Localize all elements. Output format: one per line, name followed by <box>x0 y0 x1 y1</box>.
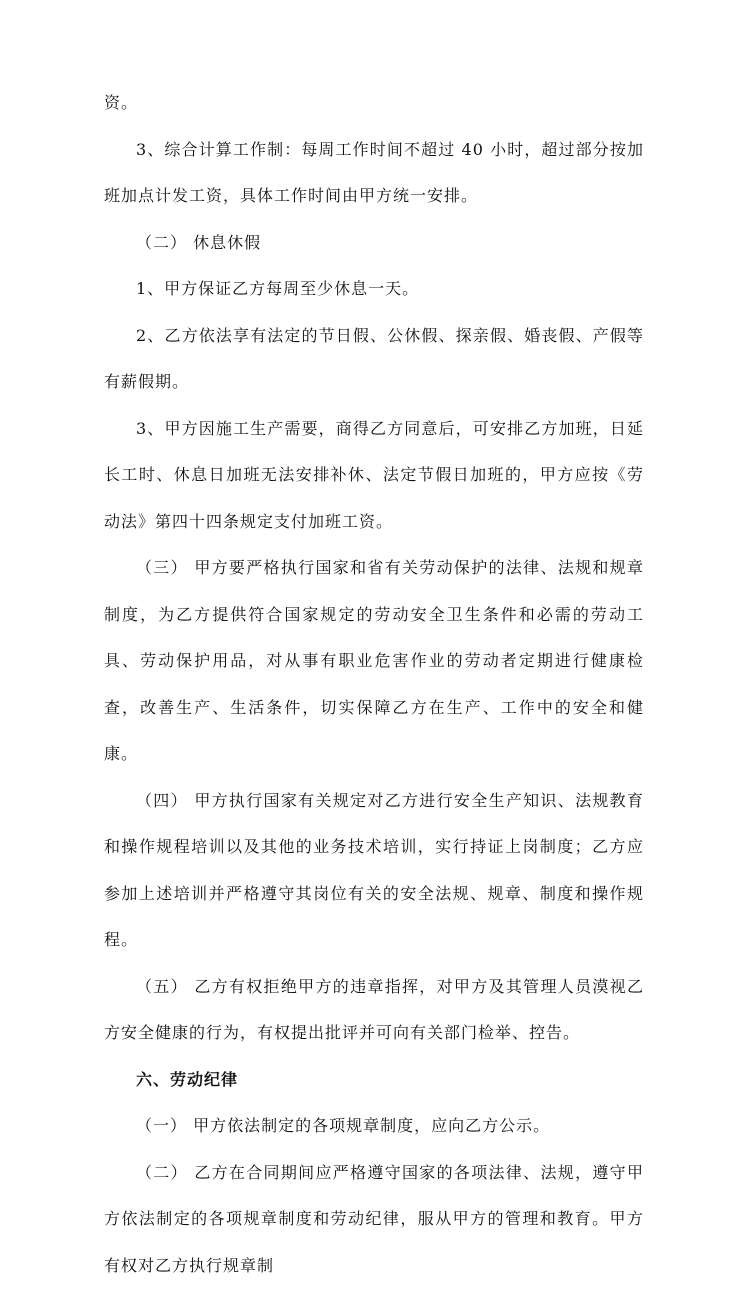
paragraph-continuation: 资。 <box>104 80 644 127</box>
paragraph: （三） 甲方要严格执行国家和省有关劳动保护的法律、法规和规章制度，为乙方提供符合国家规定的劳动安全卫生条件和必需的劳动工具、劳动保护用品，对从事有职业危害作业的劳动者定期进行健康检查，改善生产、生活条件，切实保障乙方在生产、工作中的安全和健康。 <box>104 545 644 778</box>
paragraph: （四） 甲方执行国家有关规定对乙方进行安全生产知识、法规教育和操作规程培训以及其他的业务技术培训，实行持证上岗制度；乙方应参加上述培训并严格遵守其岗位有关的安全法规、规章、制度和操作规程。 <box>104 778 644 964</box>
paragraph: （五） 乙方有权拒绝甲方的违章指挥，对甲方及其管理人员漠视乙方安全健康的行为，有权提出批评并可向有关部门检举、控告。 <box>104 964 644 1057</box>
paragraph: 2、乙方依法享有法定的节日假、公休假、探亲假、婚丧假、产假等有薪假期。 <box>104 313 644 406</box>
paragraph: 3、甲方因施工生产需要，商得乙方同意后，可安排乙方加班，日延长工时、休息日加班无法安排补休、法定节假日加班的，甲方应按《劳动法》第四十四条规定支付加班工资。 <box>104 406 644 546</box>
chapter-heading: 六、劳动纪律 <box>104 1057 644 1104</box>
paragraph: （二） 乙方在合同期间应严格遵守国家的各项法律、法规，遵守甲方依法制定的各项规章制度和劳动纪律，服从甲方的管理和教育。甲方有权对乙方执行规章制 <box>104 1150 644 1289</box>
section-heading: （二） 休息休假 <box>104 220 644 267</box>
paragraph: 1、甲方保证乙方每周至少休息一天。 <box>104 266 644 313</box>
paragraph: （一） 甲方依法制定的各项规章制度，应向乙方公示。 <box>104 1103 644 1150</box>
paragraph: 3、综合计算工作制：每周工作时间不超过 40 小时，超过部分按加班加点计发工资，具体工作时间由甲方统一安排。 <box>104 127 644 220</box>
